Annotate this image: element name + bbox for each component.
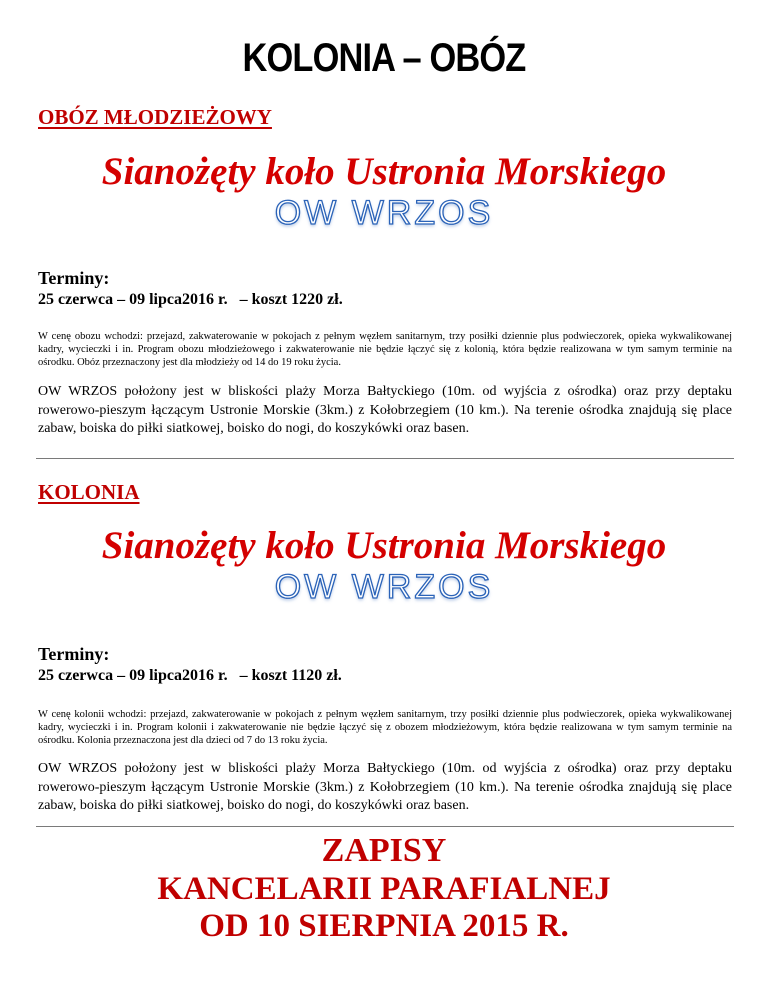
camp-terms-label: Terminy: xyxy=(38,268,110,288)
camp-location-info: OW WRZOS położony jest w bliskości plaży Morza Bałtyckiego (10m. od wyjścia z ośrodka) oraz przy deptaku rowerowo-pieszym łączącym Ustronie Morskie (3km.) z Kołobrzegiem (10 km.). Na terenie ośrodka znajdują się place zabaw, boiska do piłki siatkowej, boisko do nogi, do koszykówki oraz basen. xyxy=(38,384,732,436)
camp-terms-value: 25 czerwca – 09 lipca2016 r. – koszt 1220 zł. xyxy=(38,291,343,308)
colony-details: W cenę kolonii wchodzi: przejazd, zakwaterowanie w pokojach z pełnym węzłem sanitarnym, trzy posiłki dziennie plus podwieczorek, opieka wykwalikowanej kadry, wycieczki i in. Program kolonii i zakwaterowanie nie będzie łączyć się z obozem młodzieżowym, która będzie realizowana w tym samym terminie na ośrodku. Kolonia przeznaczona jest dla dzieci od 7 do 13 roku życia. xyxy=(38,709,732,746)
signup-line-3: OD 10 SIERPNIA 2015 R. xyxy=(199,908,569,944)
section-divider xyxy=(36,458,734,459)
signup-line-2: KANCELARII PARAFIALNEJ xyxy=(157,871,611,907)
colony-location-info: OW WRZOS położony jest w bliskości plaży Morza Bałtyckiego (10m. od wyjścia z ośrodka) oraz przy deptaku rowerowo-pieszym łączącym Ustronie Morskie (3km.) z Kołobrzegiem (10 km.). Na terenie ośrodka znajdują się place zabaw, boiska do piłki siatkowej, boisko do nogi, do koszykówki oraz basen. xyxy=(38,761,732,813)
colony-terms-value: 25 czerwca – 09 lipca2016 r. – koszt 1120 zł. xyxy=(38,667,342,684)
section-divider xyxy=(36,826,734,827)
camp-details: W cenę obozu wchodzi: przejazd, zakwaterowanie w pokojach z pełnym węzłem sanitarnym, trzy posiłki dziennie plus podwieczorek, opieka wykwalikowanej kadry, wycieczki i in. Program obozu młodzieżowego i zakwaterowanie nie będzie łączyć się z kolonią, która będzie realizowana w tym samym terminie na ośrodku. Obóz przeznaczony jest dla młodzieży od 14 do 19 roku życia. xyxy=(38,331,732,368)
signup-line-1: ZAPISY xyxy=(321,832,447,869)
colony-terms-label: Terminy: xyxy=(38,644,110,664)
colony-resort-name: OW WRZOS xyxy=(274,568,494,606)
colony-place: Sianożęty koło Ustronia Morskiego xyxy=(101,524,667,567)
page-title: KOLONIA – OBÓZ xyxy=(242,36,526,80)
colony-heading: KOLONIA xyxy=(38,480,140,504)
camp-place: Sianożęty koło Ustronia Morskiego xyxy=(101,150,667,193)
camp-resort-name: OW WRZOS xyxy=(274,194,494,232)
camp-heading: OBÓZ MŁODZIEŻOWY xyxy=(38,105,272,129)
